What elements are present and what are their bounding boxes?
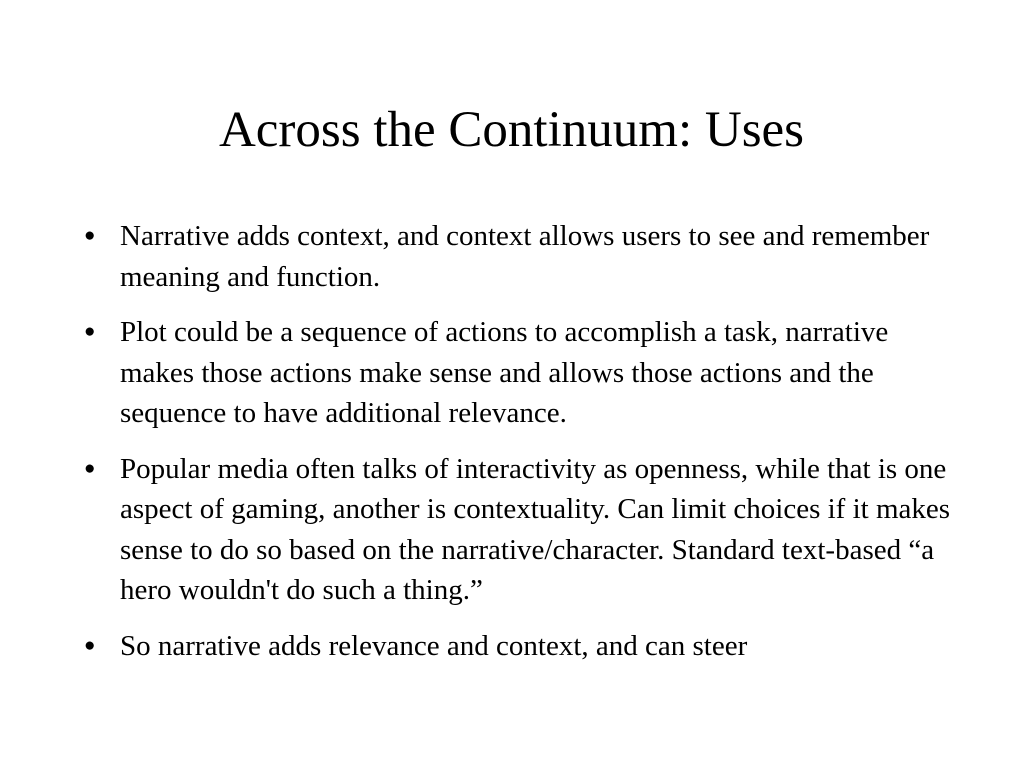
bullet-item bbox=[0, 216, 1023, 297]
bullet-item bbox=[0, 312, 1023, 434]
bullet-dot-icon: ● bbox=[84, 457, 96, 479]
bullet-dot-icon: ● bbox=[84, 321, 96, 342]
bullet-text: Narrative adds context, and context allows users to see and remember meaning and function. bbox=[120, 220, 930, 293]
bullet-dot-icon: ● bbox=[84, 634, 96, 656]
bullet-item bbox=[0, 626, 1023, 667]
slide-title: Across the Continuum: Uses bbox=[218, 102, 805, 158]
bullet-item bbox=[0, 449, 1023, 611]
bullet-text: Popular media often talks of interactivity as openness, while that is one aspect of gaming, another is contextuality. Can limit choices if it makes sense to do so based on the narrative/character. Standard text-based “a hero wouldn't do such a thing.” bbox=[120, 452, 951, 606]
bullet-text: So narrative adds relevance and context, and can steer bbox=[120, 629, 748, 662]
bullet-text: Plot could be a sequence of actions to accomplish a task, narrative makes those actions make sense and allows those actions and the sequence to have additional relevance. bbox=[120, 316, 889, 429]
bullet-dot-icon: ● bbox=[84, 225, 96, 246]
bullet-list bbox=[0, 216, 1023, 681]
